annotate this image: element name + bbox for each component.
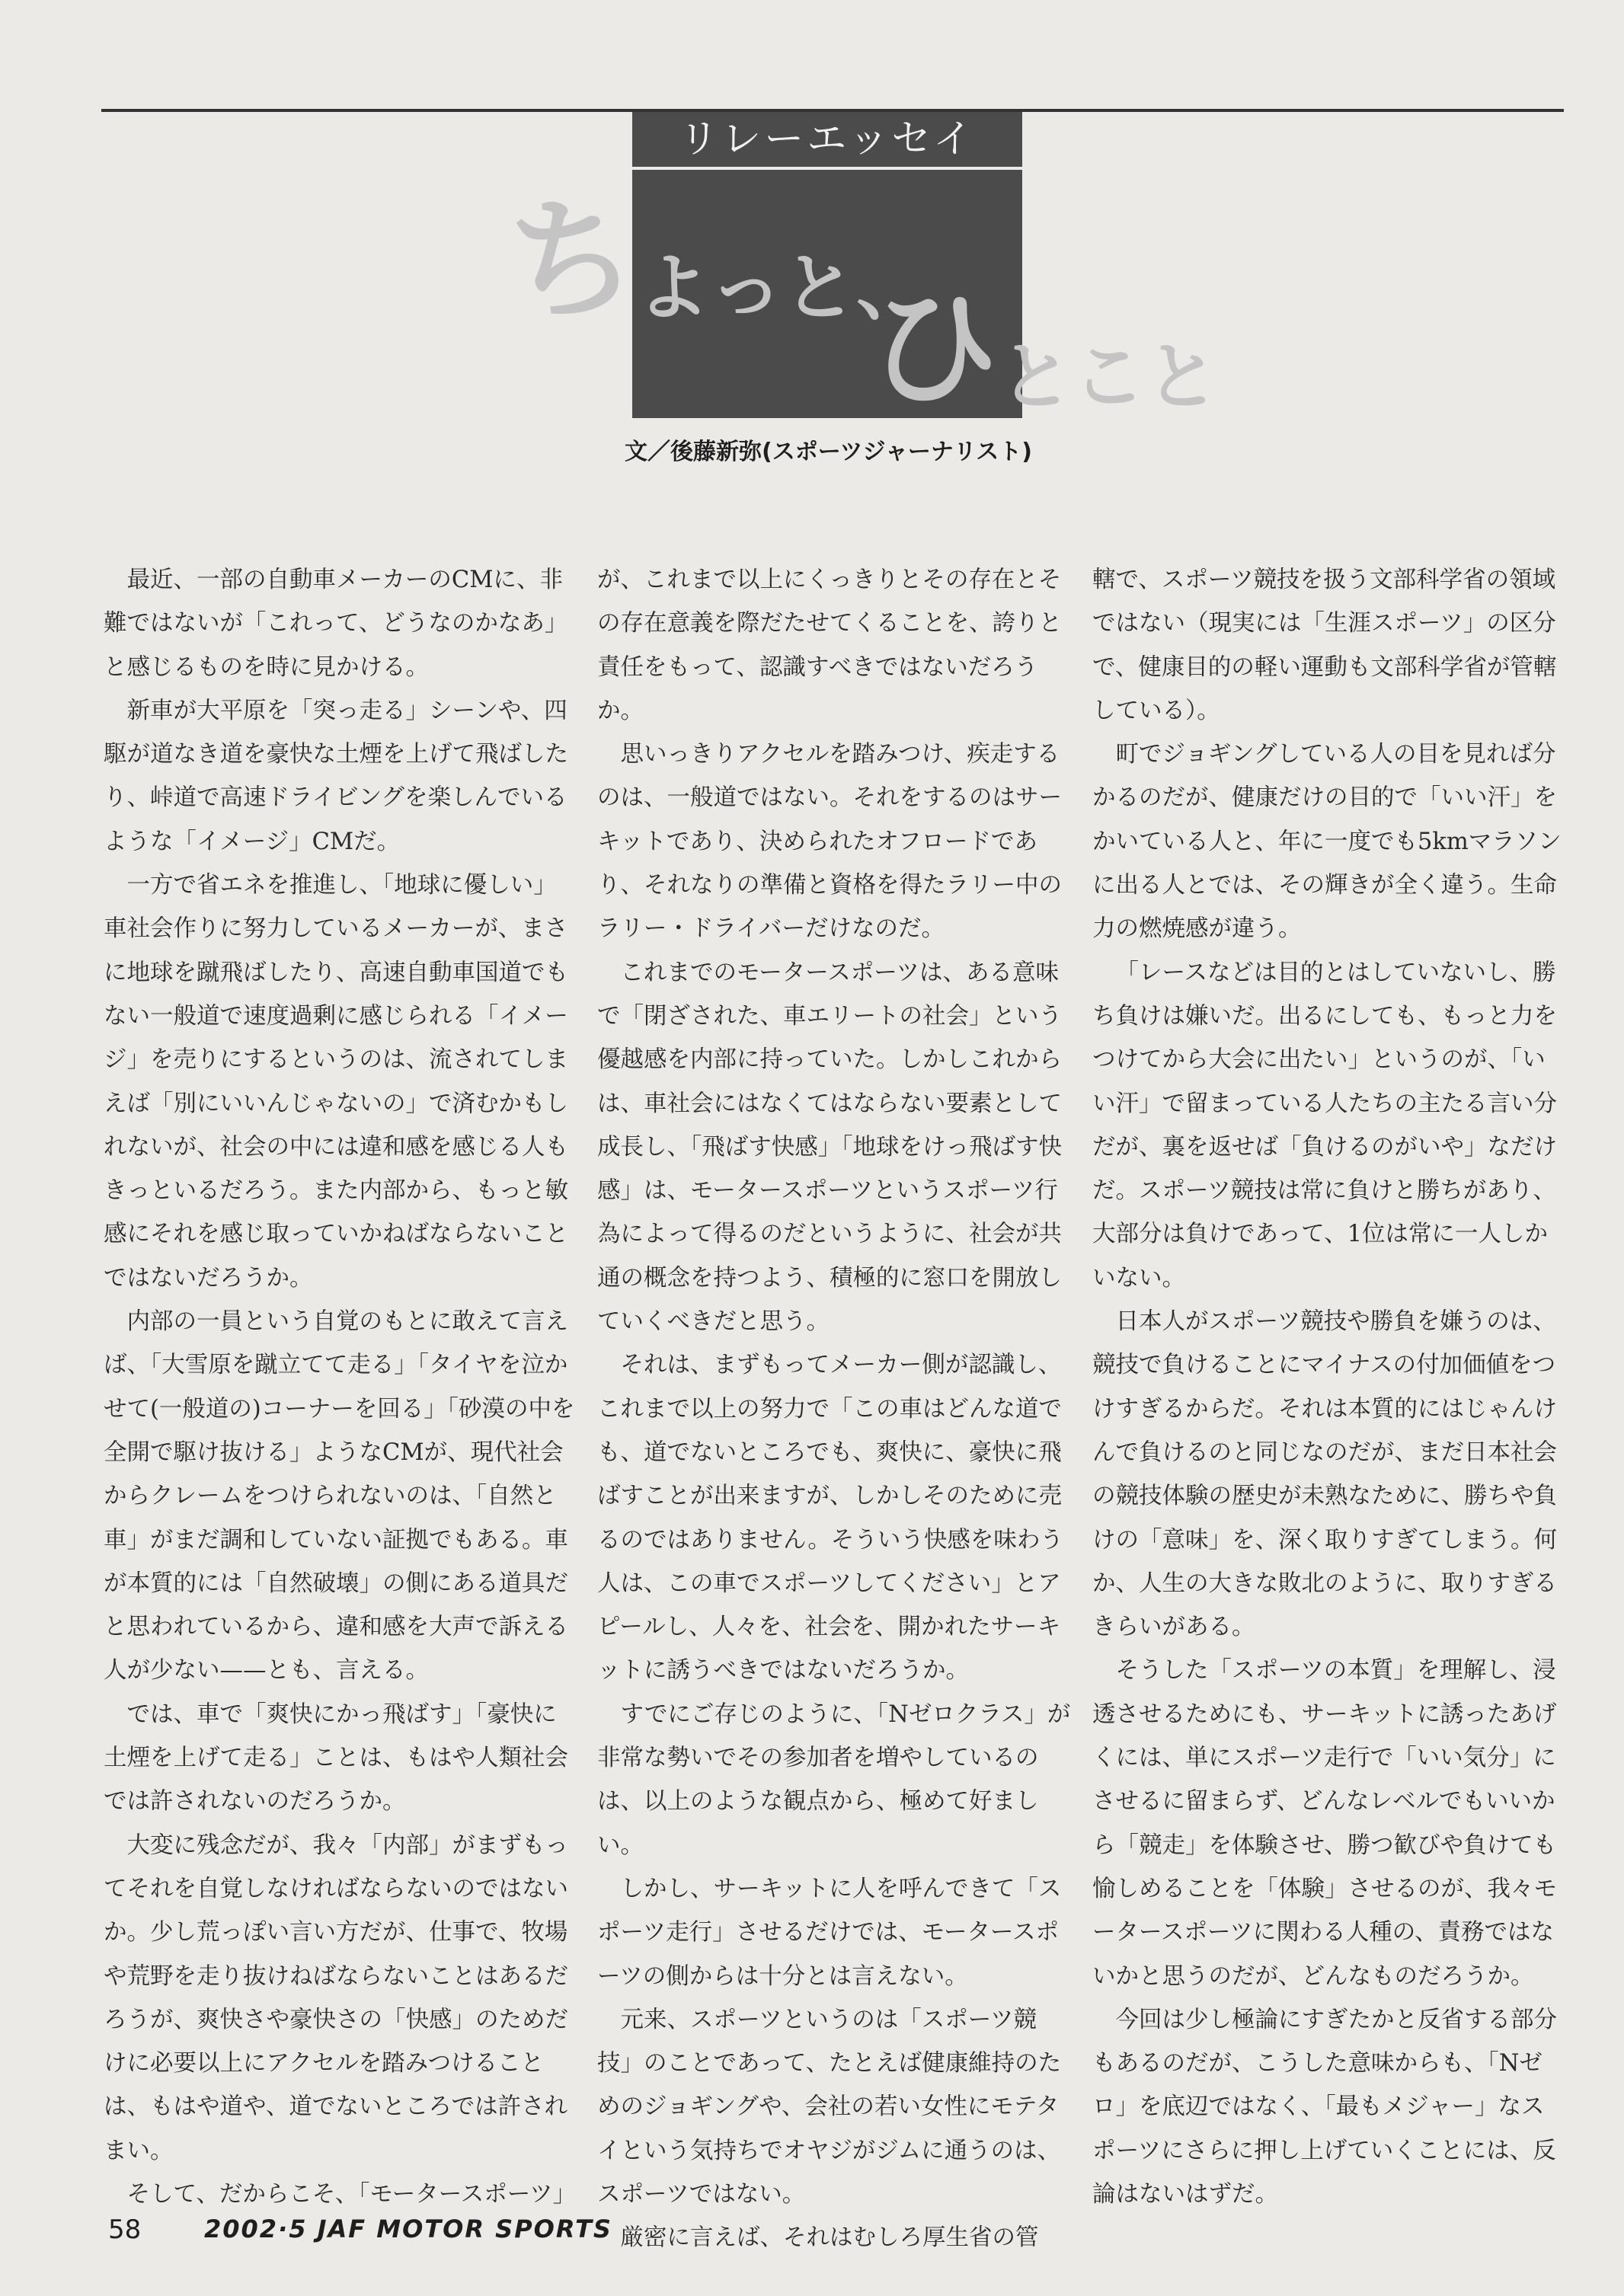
paragraph: 「レースなどは目的とはしていないし、勝ち負けは嫌いだ。出るにしても、もっと力をつけてから大会に出たい」というのが、「いい汗」で留まっている人たちの主たる言い分だが、裏を返せば「負けるのがいや」なだけだ。スポーツ競技は常に負けと勝ちがあり、大部分は負けであって、1位は常に一人しかいない。 bbox=[1092, 959, 1557, 1292]
paragraph: それは、まずもってメーカー側が認識し、これまで以上の努力で「この車はどんな道でも、道でないところでも、爽快に、豪快に飛ばすことが出来ますが、しかしそのために売るのではありません。そういう快感を味わう人は、この車でスポーツしてください」とアピールし、人々を、社会を、開かれたサーキットに誘うべきではないだろうか。 bbox=[597, 1352, 1063, 1684]
paragraph: が、これまで以上にくっきりとその存在とその存在意義を際だたせてくることを、誇りと責任をもって、認識すべきではないだろうか。 bbox=[597, 567, 1062, 724]
title-line1-rest: よっと、 bbox=[637, 245, 929, 331]
author-byline: 文／後藤新弥(スポーツジャーナリスト) bbox=[625, 439, 1033, 465]
paragraph: 轄で、スポーツ競技を扱う文部科学省の領域ではない（現実には「生涯スポーツ」の区分で、健康目的の軽い運動も文部科学省が管轄している）。 bbox=[1092, 567, 1557, 724]
paragraph: 一方で省エネを推進し、「地球に優しい」車社会作りに努力しているメーカーが、まさに地球を蹴飛ばしたり、高速自動車国道でもない一般道で速度過剰に感じられる「イメージ」を売りにするというのは、流されてしまえば「別にいいんじゃないの」で済むかもしれないが、社会の中には違和感を感じる人もきっといるだろう。また内部から、もっと敏感にそれを感じ取っていかねばならないことではないだろうか。 bbox=[104, 872, 568, 1292]
paragraph: すでにご存じのように、「Nゼロクラス」が非常な勢いでその参加者を増やしているのは、以上のような観点から、極めて好ましい。 bbox=[597, 1700, 1071, 1859]
paragraph: 日本人がスポーツ競技や勝負を嫌うのは、競技で負けることにマイナスの付加価値をつけすぎるからだ。それは本質的にはじゃんけんで負けるのと同じなのだが、まだ日本社会の競技体験の歴史が未熟なために、勝ちや負けの「意味」を、深く取りすぎてしまう。何か、人生の大きな敗北のように、取りすぎるきらいがある。 bbox=[1092, 1308, 1557, 1641]
paragraph: 大変に残念だが、我々「内部」がまずもってそれを自覚しなければならないのではないか。少し荒っぽい言い方だが、仕事で、牧場や荒野を走り抜けねばならないことはあるだろうが、爽快さや豪快さの「快感」のためだけに必要以上にアクセルを踏みつけることは、もはや道や、道でないところでは許されまい。 bbox=[104, 1831, 568, 2164]
text-column-3 bbox=[1092, 558, 1566, 2216]
paragraph: 内部の一員という自覚のもとに敢えて言えば、「大雪原を蹴立てて走る」「タイヤを泣かせて(一般道の)コーナーを回る」「砂漠の中を全開で駆け抜ける」ようなCMが、現代社会からクレームをつけられないのは、「自然と車」がまだ調和していない証拠でもある。車が本質的には「自然破壊」の側にある道具だと思われているから、違和感を大声で訴える人が少ない——とも、言える。 bbox=[104, 1308, 575, 1684]
paragraph: そして、だからこそ、「モータースポーツ」 bbox=[126, 2180, 577, 2208]
paragraph: 最近、一部の自動車メーカーのCMに、非難ではないが「これって、どうなのかなあ」と感じるものを時に見かける。 bbox=[104, 567, 568, 681]
paragraph: 元来、スポーツというのは「スポーツ競技」のことであって、たとえば健康維持のためのジョギングや、会社の若い女性にモテタイという気持ちでオヤジがジムに通うのは、スポーツではない。 bbox=[597, 2006, 1062, 2208]
title-char-chi: ち bbox=[507, 184, 638, 337]
title-char-hi: ひ bbox=[868, 272, 999, 425]
header-separator bbox=[632, 167, 1022, 170]
paragraph: 町でジョギングしている人の目を見れば分かるのだが、健康だけの目的で「いい汗」をかいている人と、年に一度でも5kmマラソンに出る人とでは、その輝きが全く違う。生命力の燃焼感が違う。 bbox=[1092, 741, 1562, 943]
paragraph: そうした「スポーツの本質」を理解し、浸透させるためにも、サーキットに誘ったあげくには、単にスポーツ走行で「いい気分」にさせるに留まらず、どんなレベルでもいいから「競走」を体験させ、勝つ歓びや負けても愉しめることを「体験」させるのが、我々モータースポーツに関わる人種の、責務ではないかと思うのだが、どんなものだろうか。 bbox=[1092, 1657, 1557, 1990]
text-column-2 bbox=[597, 558, 1071, 2260]
paragraph: しかし、サーキットに人を呼んできて「スポーツ走行」させるだけでは、モータースポーツの側からは十分とは言えない。 bbox=[597, 1875, 1062, 1990]
journal-title: 2002·5 JAF MOTOR SPORTS bbox=[204, 2215, 612, 2243]
page-number: 58 bbox=[108, 2215, 142, 2245]
paragraph: 思いっきりアクセルを踏みつけ、疾走するのは、一般道ではない。それをするのはサーキットであり、決められたオフロードであり、それなりの準備と資格を得たラリー中のラリー・ドライバーだけなのだ。 bbox=[597, 741, 1062, 943]
title-line2-rest: とこと bbox=[999, 334, 1219, 420]
paragraph: では、車で「爽快にかっ飛ばす」「豪快に土煙を上げて走る」ことは、もはや人類社会では許されないのだろうか。 bbox=[104, 1700, 568, 1815]
paragraph: これまでのモータースポーツは、ある意味で「閉ざされた、車エリートの社会」という優越感を内部に持っていた。しかしこれからは、車社会にはなくてはならない要素として成長し、「飛ばす快感」「地球をけっ飛ばす快感」は、モータースポーツというスポーツ行為によって得るのだというように、社会が共通の概念を持つよう、積極的に窓口を開放していくべきだと思う。 bbox=[597, 959, 1062, 1336]
paragraph: 今回は少し極論にすぎたかと反省する部分もあるのだが、こうした意味からも、「Nゼロ」を底辺ではなく、「最もメジャー」なスポーツにさらに押し上げていくことには、反論はないはずだ。 bbox=[1092, 2006, 1557, 2208]
section-label: リレーエッセイ bbox=[679, 117, 976, 162]
text-column-1 bbox=[104, 558, 577, 2216]
paragraph: 新車が大平原を「突っ走る」シーンや、四駆が道なき道を豪快な土煙を上げて飛ばしたり、峠道で高速ドライビングを楽しんでいるような「イメージ」CMだ。 bbox=[104, 697, 568, 855]
paragraph: 厳密に言えば、それはむしろ厚生省の管 bbox=[620, 2224, 1039, 2252]
